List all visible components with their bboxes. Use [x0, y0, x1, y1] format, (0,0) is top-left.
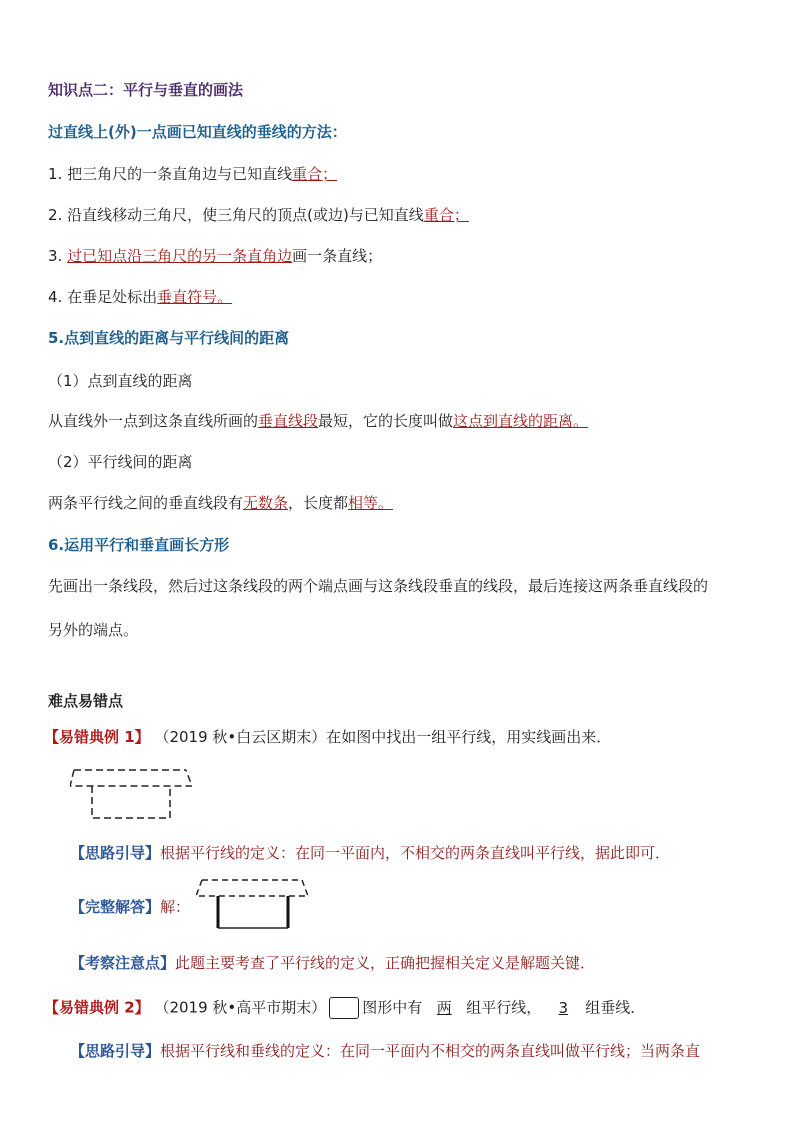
example-2 — [44, 997, 645, 1019]
step-text: 沿直线移动三角尺，使三角尺的顶点(或边)与已知直线 — [67, 206, 424, 224]
text: 两条平行线之间的垂直线段有 — [48, 494, 244, 512]
section-5-line1 — [48, 411, 588, 431]
text: 图形中有 — [362, 998, 423, 1017]
step-number: 2. — [48, 206, 63, 224]
heading-knowledge-point-2: 知识点二：平行与垂直的画法 — [48, 81, 244, 99]
answer-1-figure — [196, 876, 308, 932]
example-1 — [44, 727, 611, 747]
step-3 — [48, 246, 382, 266]
hint-text: 根据平行线的定义：在同一平面内，不相交的两条直线叫平行线，据此即可． — [160, 844, 671, 862]
answer-tag: 【完整解答】 — [70, 898, 161, 916]
section-6-text-1: 先画出一条线段，然后过这条线段的两个端点画与这条线段垂直的线段，最后连接这两条垂直线段的 — [48, 577, 709, 595]
step-answer: 过已知点沿三角尺的另一条直角边 — [67, 247, 293, 265]
step-2 — [48, 205, 469, 225]
rectangle-shape-icon — [329, 997, 359, 1019]
step-text: 把三角尺的一条直角边与已知直线 — [67, 165, 293, 183]
hint-tag: 【思路引导】 — [70, 1042, 161, 1060]
note-text: 此题主要考查了平行线的定义，正确把握相关定义是解题关键． — [175, 954, 596, 972]
text: 组垂线． — [585, 998, 646, 1017]
text: ，长度都 — [288, 494, 349, 512]
hint-text: 根据平行线和垂线的定义：在同一平面内不相交的两条直线叫做平行线；当两条直 — [160, 1042, 701, 1060]
section-5-sub2: （2）平行线间的距离 — [48, 453, 193, 471]
text: 最短，它的长度叫做 — [318, 412, 454, 430]
step-4 — [48, 287, 232, 307]
difficult-title: 难点易错点 — [48, 692, 124, 710]
answer-text: 解： — [160, 898, 191, 916]
blank-parallel-count: 两 — [436, 998, 452, 1017]
step-number: 3. — [48, 247, 63, 265]
step-answer: 重合； — [292, 165, 338, 183]
example-1-tag: 【易错典例 1】 — [44, 728, 150, 746]
text: 从直线外一点到这条直线所画的 — [48, 412, 259, 430]
step-text: 在垂足处标出 — [67, 288, 158, 306]
subheading-perpendicular-method: 过直线上(外)一点画已知直线的垂线的方法： — [48, 123, 347, 141]
blank-perpendicular-count: 3 — [558, 998, 569, 1017]
hint-tag: 【思路引导】 — [70, 844, 161, 862]
step-number: 1. — [48, 165, 63, 183]
example-1-text: （2019 秋•白云区期末）在如图中找出一组平行线，用实线画出来． — [154, 728, 612, 746]
section-6-text-2: 另外的端点。 — [48, 621, 139, 639]
hint-1 — [70, 843, 670, 863]
answer-1 — [70, 897, 190, 917]
step-answer: 垂直符号。 — [157, 288, 233, 306]
section-5-line2 — [48, 493, 393, 513]
answer: 垂直线段 — [258, 412, 319, 430]
example-2-tag: 【易错典例 2】 — [44, 998, 150, 1017]
note-1 — [70, 953, 595, 973]
section-6-title: 6.运用平行和垂直画长方形 — [48, 536, 230, 554]
example-1-figure — [70, 764, 192, 822]
step-answer: 重合； — [423, 206, 469, 224]
answer: 相等。 — [348, 494, 394, 512]
section-5-sub1: （1）点到直线的距离 — [48, 372, 193, 390]
example-2-source: （2019 秋•高平市期末） — [154, 998, 327, 1017]
step-1 — [48, 164, 337, 184]
step-text: 画一条直线； — [292, 247, 383, 265]
text: 组平行线， — [466, 998, 542, 1017]
step-number: 4. — [48, 288, 63, 306]
note-tag: 【考察注意点】 — [70, 954, 176, 972]
answer: 无数条 — [243, 494, 289, 512]
section-5-title: 5.点到直线的距离与平行线间的距离 — [48, 329, 290, 347]
hint-2 — [70, 1041, 700, 1061]
answer: 这点到直线的距离。 — [453, 412, 589, 430]
